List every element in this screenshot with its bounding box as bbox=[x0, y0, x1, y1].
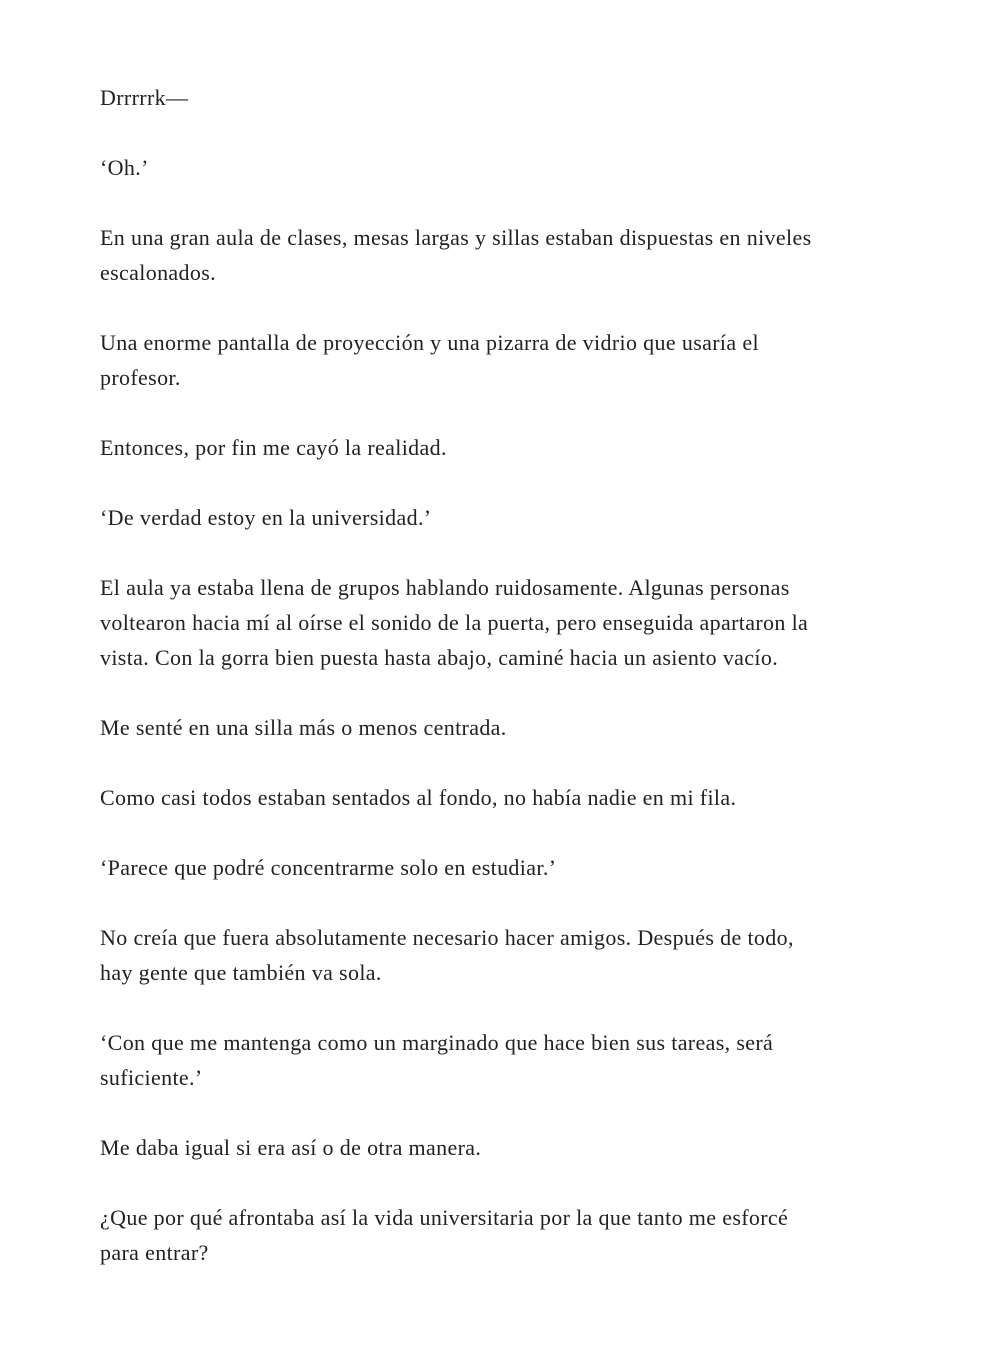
paragraph bbox=[100, 850, 900, 885]
text-line: Me senté en una silla más o menos centrada. bbox=[100, 715, 507, 740]
paragraph bbox=[100, 500, 900, 535]
text-line: para entrar? bbox=[100, 1240, 209, 1265]
text-line: ¿Que por qué afrontaba así la vida universitaria por la que tanto me esforcé bbox=[100, 1205, 789, 1230]
paragraph bbox=[100, 430, 900, 465]
text-line: Drrrrrk— bbox=[100, 85, 189, 110]
text-line: hay gente que también va sola. bbox=[100, 960, 382, 985]
text-line: Me daba igual si era así o de otra manera. bbox=[100, 1135, 482, 1160]
text-line: Como casi todos estaban sentados al fondo, no había nadie en mi fila. bbox=[100, 785, 737, 810]
text-line: suficiente.’ bbox=[100, 1065, 203, 1090]
paragraph bbox=[100, 710, 900, 745]
paragraph bbox=[100, 1025, 900, 1095]
text-line: voltearon hacia mí al oírse el sonido de la puerta, pero enseguida apartaron la bbox=[100, 610, 809, 635]
text-line: Entonces, por fin me cayó la realidad. bbox=[100, 435, 447, 460]
paragraph bbox=[100, 325, 900, 395]
text-line: vista. Con la gorra bien puesta hasta abajo, caminé hacia un asiento vacío. bbox=[100, 645, 779, 670]
text-line: No creía que fuera absolutamente necesario hacer amigos. Después de todo, bbox=[100, 925, 794, 950]
paragraph bbox=[100, 1200, 900, 1270]
paragraph bbox=[100, 570, 900, 675]
text-line: En una gran aula de clases, mesas largas y sillas estaban dispuestas en niveles bbox=[100, 225, 812, 250]
paragraph bbox=[100, 220, 900, 290]
text-line: Una enorme pantalla de proyección y una pizarra de vidrio que usaría el bbox=[100, 330, 759, 355]
paragraph bbox=[100, 1130, 900, 1165]
text-line: ‘Con que me mantenga como un marginado que hace bien sus tareas, será bbox=[100, 1030, 774, 1055]
paragraph bbox=[100, 80, 900, 115]
document-body bbox=[100, 80, 900, 1305]
text-line: El aula ya estaba llena de grupos hablando ruidosamente. Algunas personas bbox=[100, 575, 790, 600]
text-line: escalonados. bbox=[100, 260, 216, 285]
paragraph bbox=[100, 920, 900, 990]
text-line: profesor. bbox=[100, 365, 181, 390]
paragraph bbox=[100, 780, 900, 815]
text-line: ‘Oh.’ bbox=[100, 155, 149, 180]
text-line: ‘De verdad estoy en la universidad.’ bbox=[100, 505, 432, 530]
text-line: ‘Parece que podré concentrarme solo en estudiar.’ bbox=[100, 855, 557, 880]
paragraph bbox=[100, 150, 900, 185]
